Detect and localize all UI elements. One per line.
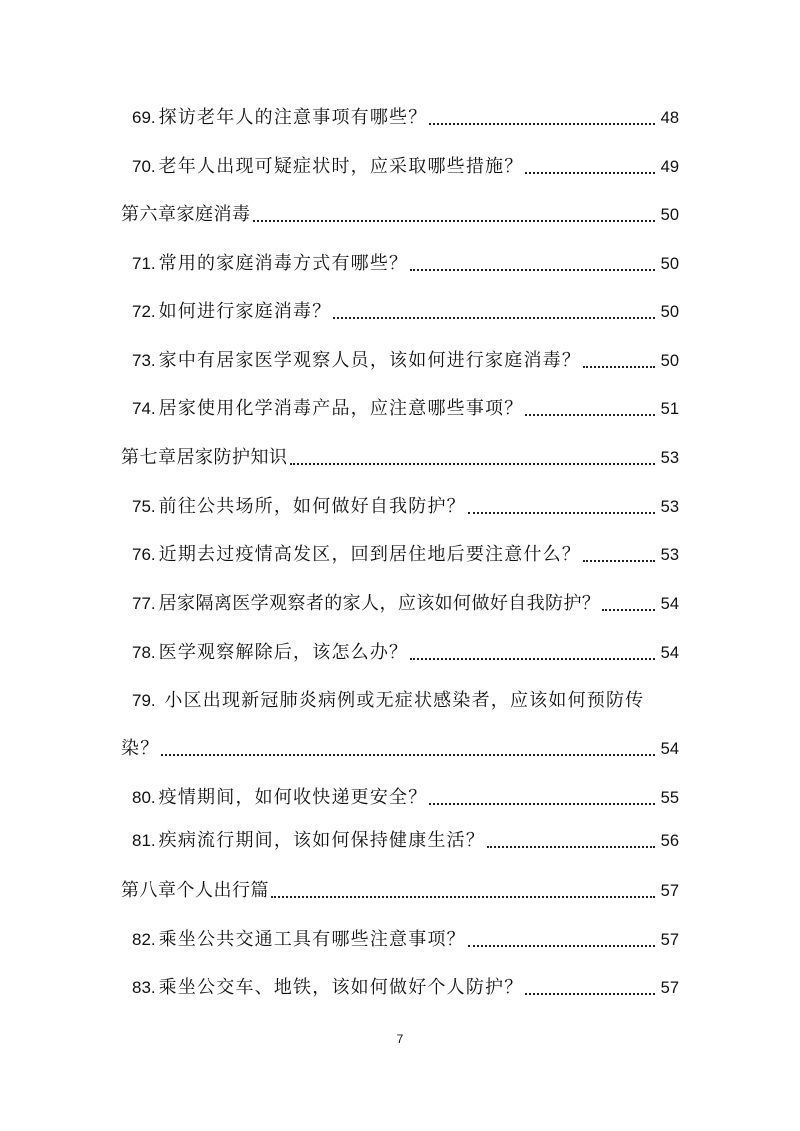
- entry-page: 57: [660, 882, 679, 900]
- entry-number: 82.: [132, 930, 156, 949]
- dot-leader: [161, 734, 655, 764]
- entry-number: 74.: [132, 399, 156, 418]
- dot-leader: [525, 973, 655, 1003]
- entry-page: 50: [660, 255, 679, 273]
- dot-leader: [429, 103, 655, 133]
- toc-entry-82[interactable]: [0, 925, 800, 955]
- entry-page: 49: [660, 158, 679, 176]
- entry-number: 71.: [132, 254, 156, 273]
- dot-leader: [410, 638, 655, 668]
- entry-page: 50: [660, 352, 679, 370]
- entry-title-line-2: 染？: [121, 738, 160, 759]
- entry-number: 75.: [132, 497, 156, 516]
- dot-leader: [525, 152, 655, 182]
- toc-chapter-6[interactable]: [0, 200, 800, 230]
- entry-page: 51: [660, 400, 679, 418]
- entry-page: 53: [660, 546, 679, 564]
- entry-number: 76.: [132, 545, 156, 564]
- dot-leader: [271, 876, 655, 906]
- chapter-label: 第七章: [121, 447, 177, 468]
- dot-leader: [253, 200, 656, 230]
- toc-entry-71[interactable]: [0, 249, 800, 279]
- entry-number: 81.: [132, 831, 156, 850]
- entry-title: 常用的家庭消毒方式有哪些？: [158, 253, 409, 274]
- entry-page: 54: [660, 740, 679, 758]
- entry-page: 50: [660, 206, 679, 224]
- entry-title: 乘坐公交车、地铁，该如何做好个人防护？: [158, 977, 524, 998]
- entry-title: 乘坐公共交通工具有哪些注意事项？: [158, 929, 466, 950]
- toc-entry-72[interactable]: [0, 297, 800, 327]
- entry-number: 80.: [132, 788, 156, 807]
- entry-title: 疾病流行期间，该如何保持健康生活？: [158, 830, 486, 851]
- entry-title: 医学观察解除后，该怎么办？: [158, 642, 409, 663]
- entry-page: 57: [660, 979, 679, 997]
- entry-page: 50: [660, 303, 679, 321]
- entry-number: 69.: [132, 108, 156, 127]
- dot-leader: [583, 346, 655, 376]
- entry-page: 55: [660, 789, 679, 807]
- entry-page: 56: [660, 832, 679, 850]
- entry-page: 57: [660, 931, 679, 949]
- entry-page: 54: [660, 595, 679, 613]
- chapter-title: 家庭消毒: [176, 204, 251, 225]
- toc-entry-76[interactable]: [0, 540, 800, 570]
- entry-page: 53: [660, 449, 679, 467]
- chapter-label: 第八章: [121, 880, 177, 901]
- toc-entry-73[interactable]: [0, 346, 800, 376]
- toc-entry-77[interactable]: [0, 589, 800, 619]
- entry-title: 家中有居家医学观察人员，该如何进行家庭消毒？: [158, 350, 582, 371]
- chapter-title: 居家防护知识: [176, 447, 288, 468]
- toc-entry-78[interactable]: [0, 638, 800, 668]
- entry-title: 居家隔离医学观察者的家人，应该如何做好自我防护？: [158, 593, 601, 614]
- entry-title: 居家使用化学消毒产品，应注意哪些事项？: [158, 398, 524, 419]
- toc-entry-83[interactable]: [0, 973, 800, 1003]
- toc-entry-81[interactable]: [0, 826, 800, 856]
- dot-leader: [468, 925, 655, 955]
- entry-title: 如何进行家庭消毒？: [158, 301, 332, 322]
- entry-page: 54: [660, 644, 679, 662]
- dot-leader: [487, 826, 655, 856]
- toc-entry-79[interactable]: [0, 686, 800, 766]
- chapter-title: 个人出行篇: [176, 880, 269, 901]
- dot-leader: [468, 492, 655, 522]
- entry-number: 77.: [132, 594, 156, 613]
- entry-number: 78.: [132, 643, 156, 662]
- entry-title-line-1: 小区出现新冠肺炎病例或无症状感染者，应该如何预防传: [164, 690, 645, 711]
- toc-entry-70[interactable]: [0, 152, 800, 182]
- toc-entry-80[interactable]: [0, 783, 800, 813]
- toc-entry-74[interactable]: [0, 394, 800, 424]
- entry-number: 72.: [132, 302, 156, 321]
- entry-page: 48: [660, 109, 679, 127]
- dot-leader: [602, 589, 655, 619]
- toc-chapter-8[interactable]: [0, 876, 800, 906]
- dot-leader: [583, 540, 655, 570]
- entry-title: 探访老年人的注意事项有哪些？: [158, 107, 428, 128]
- entry-number: 83.: [132, 978, 156, 997]
- dot-leader: [429, 783, 655, 813]
- page-number: 7: [396, 1032, 404, 1046]
- dot-leader: [333, 297, 655, 327]
- entry-title: 前往公共场所，如何做好自我防护？: [158, 496, 466, 517]
- entry-title: 老年人出现可疑症状时，应采取哪些措施？: [158, 156, 524, 177]
- toc-chapter-7[interactable]: [0, 443, 800, 473]
- entry-page: 53: [660, 498, 679, 516]
- entry-number: 70.: [132, 157, 156, 176]
- entry-title: 疫情期间，如何收快递更安全？: [158, 787, 428, 808]
- entry-number: 79.: [132, 691, 156, 710]
- dot-leader: [525, 394, 655, 424]
- dot-leader: [290, 443, 656, 473]
- toc-entry-69[interactable]: [0, 103, 800, 133]
- toc-entry-75[interactable]: [0, 492, 800, 522]
- chapter-label: 第六章: [121, 204, 177, 225]
- entry-title: 近期去过疫情高发区，回到居住地后要注意什么？: [158, 544, 582, 565]
- dot-leader: [410, 249, 655, 279]
- entry-number: 73.: [132, 351, 156, 370]
